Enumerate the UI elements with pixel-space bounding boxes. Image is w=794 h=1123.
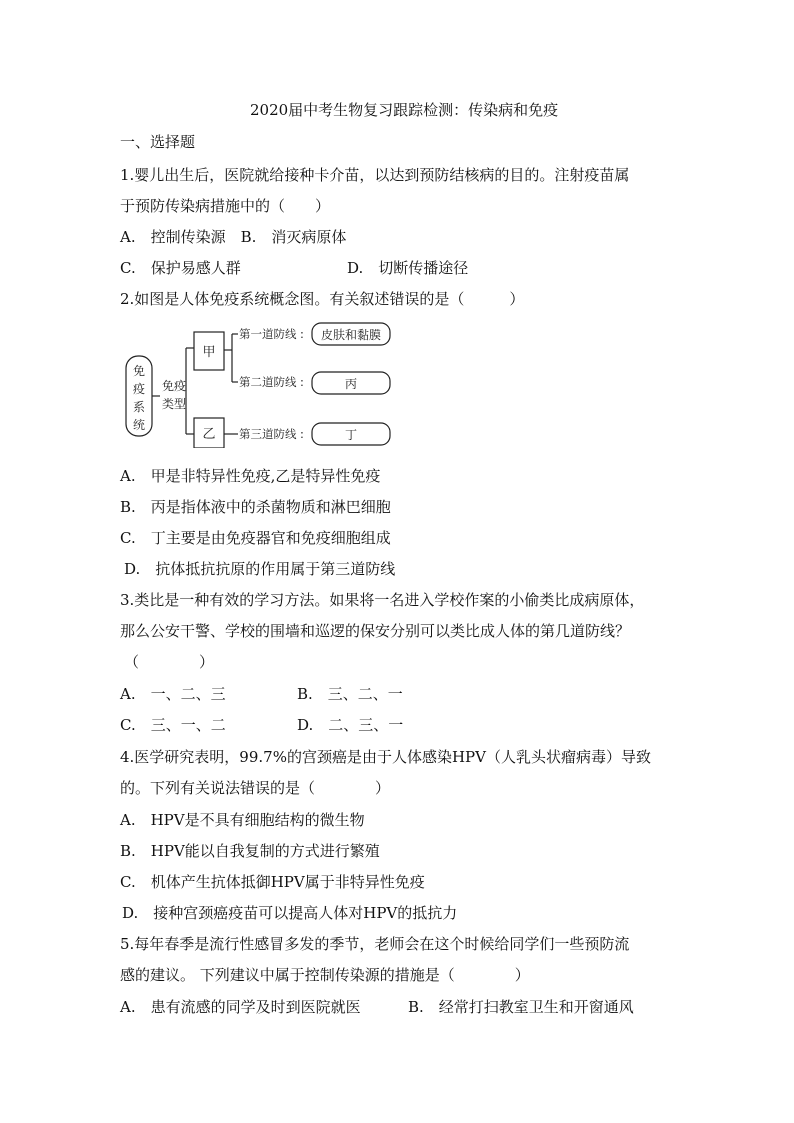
- q4-stem-line1: 4.医学研究表明，99.7%的宫颈癌是由于人体感染HPV（人乳头状瘤病毒）导致: [120, 748, 651, 766]
- diagram-root-char-4: 统: [132, 418, 146, 432]
- q3-option-d: D. 二、三、一: [297, 716, 404, 734]
- q4-option-b: B. HPV能以自我复制的方式进行繁殖: [120, 842, 380, 860]
- q1-option-d: D. 切断传播途径: [347, 259, 469, 277]
- q2-option-c: C. 丁主要是由免疫器官和免疫细胞组成: [120, 529, 391, 547]
- diagram-colon: :: [300, 427, 304, 441]
- diagram-line3-label: 第三道防线: [239, 427, 297, 441]
- q3-stem-line2: 那么公安干警、学校的围墙和巡逻的保安分别可以类比成人体的第几道防线？: [120, 622, 631, 640]
- q3-option-b: B. 三、二、一: [297, 685, 403, 703]
- diagram-line1-label: 第一道防线: [239, 327, 297, 341]
- diagram-line2-label: 第二道防线: [239, 375, 297, 389]
- immune-system-diagram: [122, 320, 402, 448]
- q4-stem-line2: 的。下列有关说法错误的是（ ）: [120, 779, 391, 797]
- diagram-root-char-1: 免: [132, 364, 146, 378]
- diagram-type-label-2: 类型: [161, 397, 187, 411]
- q5-option-b: B. 经常打扫教室卫生和开窗通风: [408, 998, 634, 1016]
- q3-option-c: C. 三、一、二: [120, 716, 226, 734]
- diagram-yi-label: 乙: [202, 427, 216, 442]
- q2-option-d: D. 抗体抵抗抗原的作用属于第三道防线: [124, 560, 396, 578]
- q3-option-a: A. 一、二、三: [120, 685, 226, 703]
- q3-stem-line1: 3.类比是一种有效的学习方法。如果将一名进入学校作案的小偷类比成病原体，: [120, 591, 645, 609]
- diagram-root-char-2: 疫: [132, 382, 146, 396]
- q1-option-a-b: A. 控制传染源 B. 消灭病原体: [120, 228, 347, 246]
- diagram-colon: :: [300, 375, 304, 389]
- diagram-colon: :: [300, 327, 304, 341]
- q3-answer-paren: （ ）: [124, 653, 215, 671]
- q1-stem-line2: 于预防传染病措施中的（ ）: [120, 197, 331, 215]
- diagram-root-char-3: 系: [132, 400, 146, 414]
- q2-stem: 2.如图是人体免疫系统概念图。有关叙述错误的是（ ）: [120, 290, 525, 308]
- q4-option-a: A. HPV是不具有细胞结构的微生物: [120, 811, 365, 829]
- q4-option-d: D. 接种宫颈癌疫苗可以提高人体对HPV的抵抗力: [122, 904, 458, 922]
- q5-option-a: A. 患有流感的同学及时到医院就医: [120, 998, 361, 1016]
- diagram-jia-label: 甲: [202, 345, 216, 360]
- q5-stem-line2: 感的建议。 下列建议中属于控制传染源的措施是（ ）: [120, 966, 530, 984]
- diagram-box-ding-label: 丁: [344, 428, 358, 442]
- diagram-type-label-1: 免疫: [161, 379, 187, 393]
- q1-stem-line1: 1.婴儿出生后，医院就给接种卡介苗，以达到预防结核病的目的。注射疫苗属: [120, 166, 630, 184]
- diagram-box-skin-label: 皮肤和黏膜: [320, 328, 382, 342]
- q5-stem-line1: 5.每年春季是流行性感冒多发的季节，老师会在这个时候给同学们一些预防流: [120, 935, 630, 953]
- q1-option-c: C. 保护易感人群: [120, 259, 241, 277]
- q2-option-b: B. 丙是指体液中的杀菌物质和淋巴细胞: [120, 498, 391, 516]
- document-title: 2020届中考生物复习跟踪检测：传染病和免疫: [250, 101, 559, 119]
- section-heading: 一、选择题: [120, 133, 196, 151]
- q2-option-a: A. 甲是非特异性免疫,乙是特异性免疫: [120, 467, 381, 485]
- q4-option-c: C. 机体产生抗体抵御HPV属于非特异性免疫: [120, 873, 425, 891]
- diagram-box-bing-label: 丙: [344, 377, 358, 391]
